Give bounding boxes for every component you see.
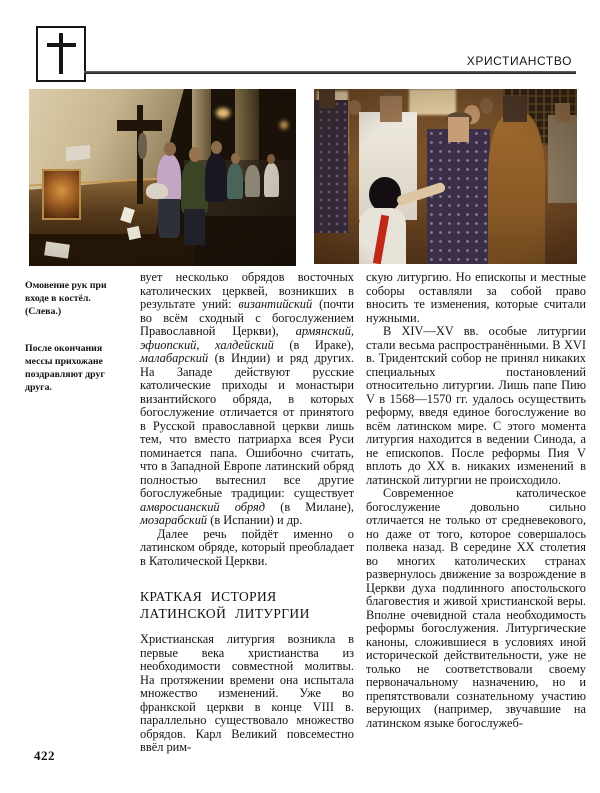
body-paragraph: Христианская литургия возникла в первые века христианства из необходимости совместной молитвы. На протяжении времени она испытала множество изменений. Уже во франкской церкви в конце VIII в. параллельно существовало множество обрядов. Карл Великий повсеместно ввёл рим- [140,632,354,754]
photo-church-entrance [29,89,296,266]
photo-captions [25,279,128,418]
chapter-header: ХРИСТИАНСТВО [466,54,572,68]
text-column-right [366,271,586,730]
body-paragraph: В XIV—XV вв. особые литургии стали весьма распространёнными. В XVI в. Тридентский собор не принял никаких специальных постановлений относительно литургии. Лишь папе Пию V в 1568—1570 гг. удалось осуществить реформу, введя единое богослужение во всём латинском мире. С этого момента литургия находится в ведении Синода, а не епископов. После реформы Пия V вплоть до XX в. никаких изменений в латинской литургии не происходило. [366,324,586,487]
section-heading: КРАТКАЯ ИСТОРИЯ ЛАТИНСКОЙ ЛИТУРГИИ [140,589,310,621]
latin-cross-icon [36,26,86,82]
photo-vignette [29,89,296,266]
body-paragraph: вует несколько обрядов восточных католических церквей, возникших в результате уний: византийский (почти во всём сходный с богослужением Православной Церкви), армянский, эфиопский, халдейский (в Ираке), малабарский (в Индии) и ряд других. На Западе действуют русские католические приходы и монастыри византийского обряда, в которых богослужение отличается от принятого в Русской православной церкви лишь тем, что вместо патриарха всея Руси поминается папа. Ошибочно считать, что в Западной Европе латинский обряд полностью вытеснил все другие богослужебные традиции: существует амвросианский обряд (в Милане), мозарабский (в Испании) и др. [140,270,354,527]
cross-vertical-bar [59,33,63,74]
header-rule [84,71,576,74]
caption-washing-hands: Омовение рук при входе в костёл. (Слева.) [25,280,107,317]
body-paragraph: Современное католическое богослужение довольно сильно отличается не только от средневекового, но даже от того, которое совершалось полвека назад. В середине XX столетия во многих католических странах развернулось движение за возрождение в Церкви духа подлинного апостольского благовестия и живой христианской веры. Вполне очевидной стала необходимость реформы богослужения. Литургические каноны, сложившиеся в условиях иной исторической действительности, уже не только не соответствовали своему первоначальному назначению, но и препятствовали сознательному участию верующих (например, звучавшие на латинском языке богослужеб- [366,486,586,730]
page-number: 422 [34,748,55,763]
body-paragraph: скую литургию. Но епископы и местные соборы оставляли за собой право вносить те изменения, которые считали нужными. [366,270,586,325]
caption-after-mass: После окончания мессы прихожане поздравляют друг друга. [25,343,105,393]
text-column-left [140,271,354,755]
body-paragraph: Далее речь пойдёт именно о латинском обряде, который преобладает в Католической Церкви. [140,526,354,568]
cross-horizontal-bar [47,43,76,47]
photo-vignette [314,89,577,264]
photo-parishioners-greeting [314,89,577,264]
